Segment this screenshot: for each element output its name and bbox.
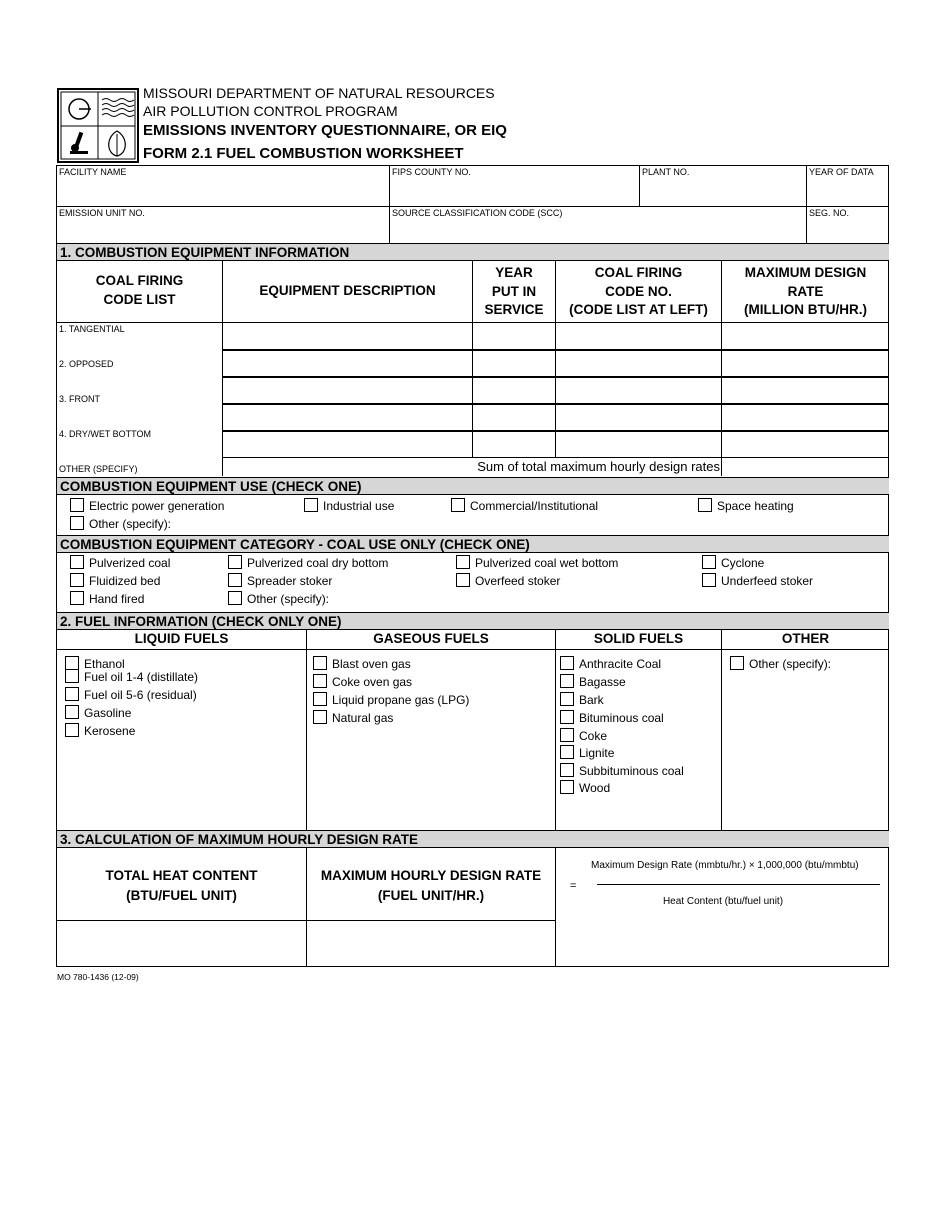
fuel-bituminous-checkbox[interactable]: Bituminous coal [560, 710, 664, 726]
scc-field[interactable]: SOURCE CLASSIFICATION CODE (SCC) [392, 208, 563, 218]
form-number: MO 780-1436 (12-09) [57, 972, 139, 982]
total-heat-content-input[interactable] [57, 921, 306, 965]
cat-other-checkbox[interactable]: Other (specify): [228, 591, 329, 607]
use-electric-checkbox[interactable]: Electric power generation [70, 498, 224, 514]
section-2-header: 2. FUEL INFORMATION (CHECK ONLY ONE) [57, 612, 889, 630]
code-tangential: 1. TANGENTIAL [59, 324, 125, 334]
code-front: 3. FRONT [59, 394, 101, 404]
emission-unit-field[interactable]: EMISSION UNIT NO. [59, 208, 145, 218]
cat-fluidized-checkbox[interactable]: Fluidized bed [70, 573, 160, 589]
fuel-anthracite-checkbox[interactable]: Anthracite Coal [560, 656, 661, 672]
use-commercial-checkbox[interactable]: Commercial/Institutional [451, 498, 598, 514]
fuel-other-checkbox[interactable]: Other (specify): [730, 656, 831, 672]
fuel-blast-oven-gas-checkbox[interactable]: Blast oven gas [313, 656, 411, 672]
form-title: EMISSIONS INVENTORY QUESTIONNAIRE, OR EIQ [143, 122, 507, 139]
fuel-oil-residual-checkbox[interactable]: Fuel oil 5-6 (residual) [65, 687, 197, 703]
code-other: OTHER (SPECIFY) [59, 464, 138, 474]
fuel-coke-oven-gas-checkbox[interactable]: Coke oven gas [313, 674, 412, 690]
cat-hand-fired-checkbox[interactable]: Hand fired [70, 591, 144, 607]
liquid-fuels-header: LIQUID FUELS [134, 631, 229, 646]
fuel-ethanol-checkbox[interactable]: Ethanol [65, 656, 125, 672]
formula-fraction-bar [597, 884, 880, 885]
fuel-oil-distillate-checkbox[interactable]: Fuel oil 1-4 (distillate) [65, 669, 198, 685]
seg-no-field[interactable]: SEG. NO. [809, 208, 850, 218]
fuel-lignite-checkbox[interactable]: Lignite [560, 745, 614, 761]
equipment-use-header: COMBUSTION EQUIPMENT USE (CHECK ONE) [57, 477, 889, 495]
formula-equals: = [570, 880, 577, 892]
section-1-header: 1. COMBUSTION EQUIPMENT INFORMATION [57, 243, 889, 261]
cat-underfeed-checkbox[interactable]: Underfeed stoker [702, 573, 813, 589]
equipment-row-4[interactable] [223, 405, 889, 430]
section-3-header: 3. CALCULATION OF MAXIMUM HOURLY DESIGN RATE [57, 830, 889, 848]
cat-pulverized-checkbox[interactable]: Pulverized coal [70, 555, 170, 571]
equipment-category-header: COMBUSTION EQUIPMENT CATEGORY - COAL USE ONLY (CHECK ONE) [57, 535, 889, 553]
equipment-row-5[interactable] [223, 432, 889, 457]
formula-numerator: Maximum Design Rate (mmbtu/hr.) × 1,000,000 (btu/mmbtu) [591, 860, 859, 871]
equipment-row-3[interactable] [223, 378, 889, 403]
equipment-row-2[interactable] [223, 351, 889, 376]
other-fuels-header: OTHER [781, 631, 830, 646]
facility-name-field[interactable]: FACILITY NAME [59, 167, 127, 177]
code-opposed: 2. OPPOSED [59, 359, 114, 369]
max-hourly-design-rate-header: MAXIMUM HOURLY DESIGN RATE (FUEL UNIT/HR.) [320, 868, 542, 903]
cat-overfeed-checkbox[interactable]: Overfeed stoker [456, 573, 560, 589]
fuel-gasoline-checkbox[interactable]: Gasoline [65, 705, 131, 721]
program-name: AIR POLLUTION CONTROL PROGRAM [143, 103, 398, 119]
cat-pc-wet-checkbox[interactable]: Pulverized coal wet bottom [456, 555, 618, 571]
max-design-rate-header: MAXIMUM DESIGN RATE (MILLION BTU/HR.) [744, 265, 867, 317]
use-other-checkbox[interactable]: Other (specify): [70, 516, 171, 532]
fuel-subbituminous-checkbox[interactable]: Subbituminous coal [560, 763, 684, 779]
use-space-heating-checkbox[interactable]: Space heating [698, 498, 794, 514]
form-subtitle: FORM 2.1 FUEL COMBUSTION WORKSHEET [143, 145, 464, 162]
equipment-description-header: EQUIPMENT DESCRIPTION [259, 283, 436, 298]
max-hourly-design-rate-input[interactable] [307, 921, 555, 965]
fips-county-field[interactable]: FIPS COUNTY NO. [392, 167, 471, 177]
use-industrial-checkbox[interactable]: Industrial use [304, 498, 394, 514]
year-of-data-field[interactable]: YEAR OF DATA [809, 167, 874, 177]
sum-design-rates-input[interactable] [722, 458, 889, 476]
coal-firing-code-no-header: COAL FIRING CODE NO. (CODE LIST AT LEFT) [569, 265, 708, 317]
plant-no-field[interactable]: PLANT NO. [642, 167, 690, 177]
fuel-lpg-checkbox[interactable]: Liquid propane gas (LPG) [313, 692, 469, 708]
cat-cyclone-checkbox[interactable]: Cyclone [702, 555, 764, 571]
code-dry-wet-bottom: 4. DRY/WET BOTTOM [59, 429, 152, 439]
fuel-natural-gas-checkbox[interactable]: Natural gas [313, 710, 393, 726]
gaseous-fuels-header: GASEOUS FUELS [373, 631, 489, 646]
department-name: MISSOURI DEPARTMENT OF NATURAL RESOURCES [143, 85, 495, 101]
fuel-bagasse-checkbox[interactable]: Bagasse [560, 674, 626, 690]
cat-pc-dry-checkbox[interactable]: Pulverized coal dry bottom [228, 555, 388, 571]
dnr-logo [57, 88, 139, 163]
total-heat-content-header: TOTAL HEAT CONTENT (BTU/FUEL UNIT) [105, 868, 258, 903]
fuel-kerosene-checkbox[interactable]: Kerosene [65, 723, 135, 739]
sum-design-rates-label: Sum of total maximum hourly design rates [477, 459, 720, 474]
coal-firing-code-list-header: COAL FIRING CODE LIST [95, 273, 184, 307]
equipment-row-1[interactable] [223, 323, 889, 349]
fuel-bark-checkbox[interactable]: Bark [560, 692, 604, 708]
formula-denominator: Heat Content (btu/fuel unit) [662, 896, 784, 907]
fuel-coke-checkbox[interactable]: Coke [560, 728, 607, 744]
solid-fuels-header: SOLID FUELS [593, 631, 684, 646]
fuel-wood-checkbox[interactable]: Wood [560, 780, 610, 796]
cat-spreader-checkbox[interactable]: Spreader stoker [228, 573, 332, 589]
year-in-service-header: YEAR PUT IN SERVICE [484, 265, 544, 317]
